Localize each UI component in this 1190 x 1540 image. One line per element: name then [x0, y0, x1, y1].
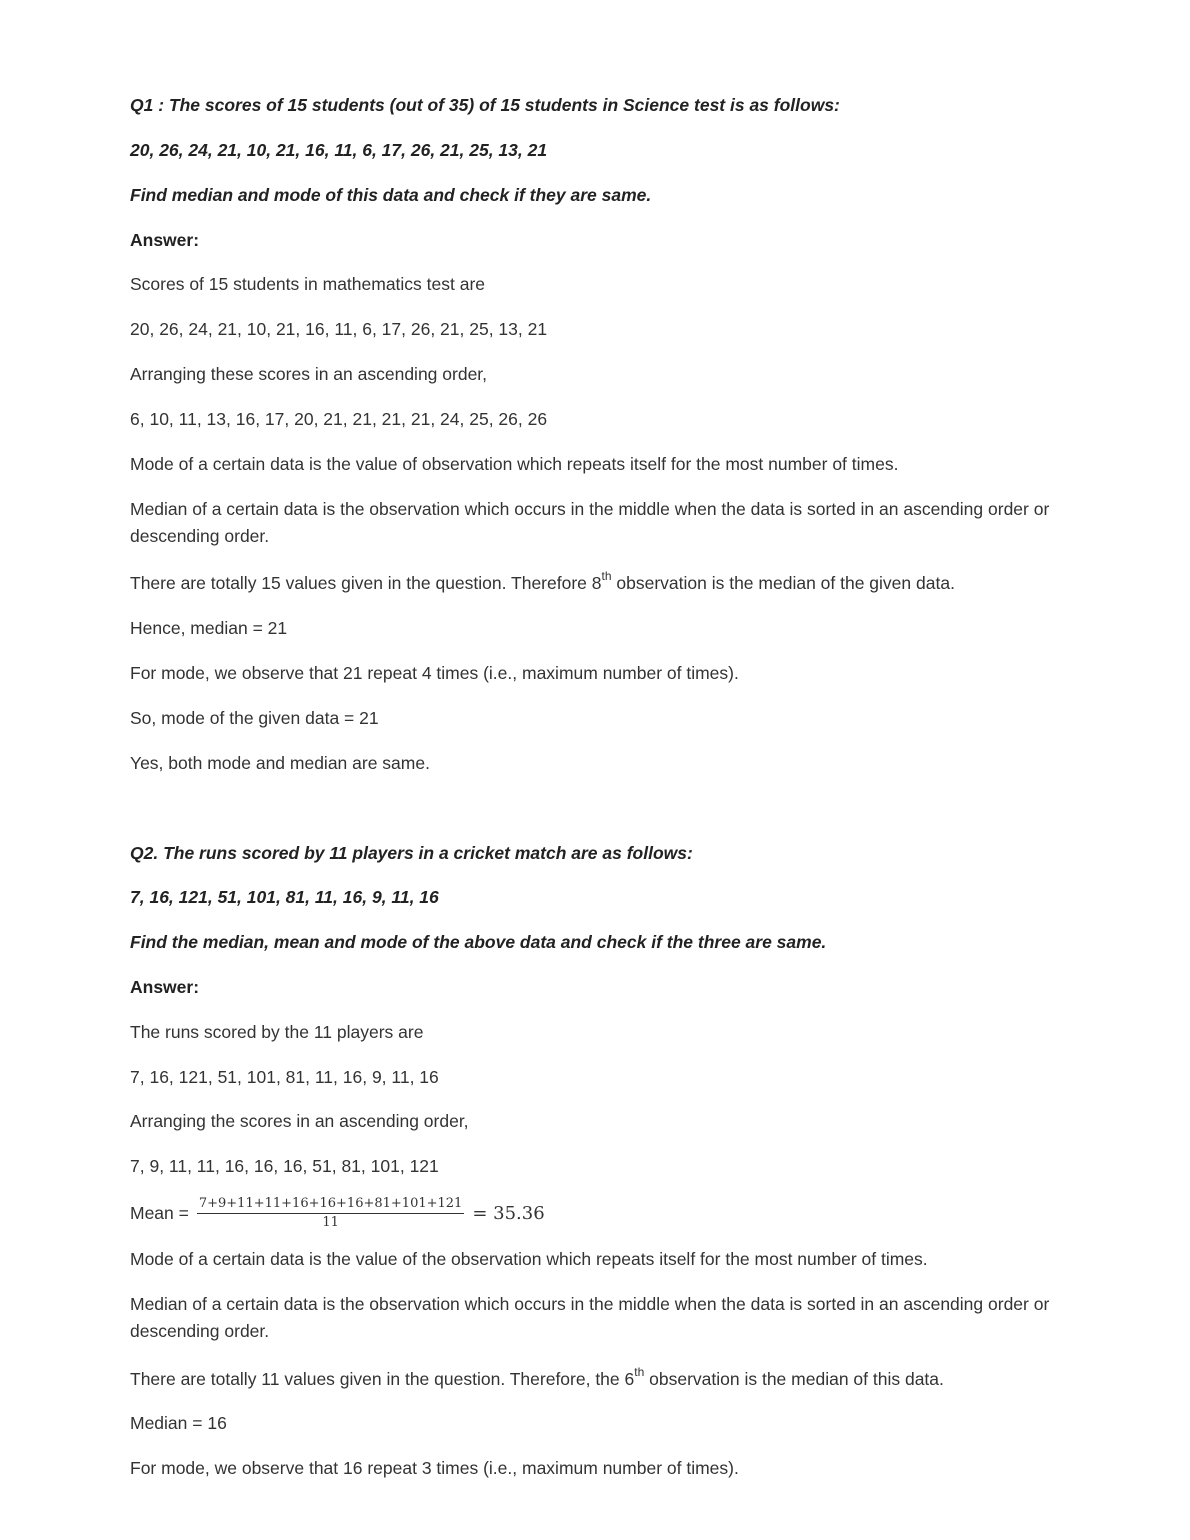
- q1-mode-definition: Mode of a certain data is the value of observation which repeats itself for the most number of times.: [130, 454, 899, 474]
- q2-task: Find the median, mean and mode of the above data and check if the three are same.: [130, 932, 827, 952]
- q1-mode-result: So, mode of the given data = 21: [130, 708, 379, 728]
- mean-denominator: 11: [322, 1215, 339, 1230]
- q1-mode-observation: For mode, we observe that 21 repeat 4 times (i.e., maximum number of times).: [130, 663, 739, 683]
- q2-arrange-text: Arranging the scores in an ascending order,: [130, 1111, 469, 1131]
- q1-data: 20, 26, 24, 21, 10, 21, 16, 11, 6, 17, 26, 21, 25, 13, 21: [130, 140, 548, 160]
- q2-runs-intro: The runs scored by the 11 players are: [130, 1022, 424, 1042]
- q1-answer-label: Answer:: [130, 230, 200, 250]
- mean-numerator: 7+9+11+11+16+16+16+81+101+121: [197, 1196, 464, 1214]
- q1-scores: 20, 26, 24, 21, 10, 21, 16, 11, 6, 17, 26, 21, 25, 13, 21: [130, 319, 548, 339]
- q1-sorted-scores: 6, 10, 11, 13, 16, 17, 20, 21, 21, 21, 21, 24, 25, 26, 26: [130, 409, 548, 429]
- mean-result: = 35.36: [472, 1202, 545, 1224]
- q1-question: Q1 : The scores of 15 students (out of 35) of 15 students in Science test is as follows:: [130, 95, 840, 115]
- q2-median-definition: Median of a certain data is the observation which occurs in the middle when the data is sorted in an ascending order or descending order.: [130, 1294, 1050, 1341]
- q2-answer-label: Answer:: [130, 977, 200, 997]
- mean-fraction: [197, 1196, 464, 1230]
- q1-median-result: Hence, median = 21: [130, 618, 288, 638]
- q1-task: Find median and mode of this data and check if they are same.: [130, 185, 652, 205]
- q1-conclusion: Yes, both mode and median are same.: [130, 753, 430, 773]
- q1-total-values: There are totally 15 values given in the question. Therefore 8th observation is the median of the given data.: [130, 569, 955, 593]
- q2-question: Q2. The runs scored by 11 players in a cricket match are as follows:: [130, 843, 693, 863]
- q2-mean-formula: [130, 1196, 545, 1230]
- q1-median-definition: Median of a certain data is the observation which occurs in the middle when the data is sorted in an ascending order or descending order.: [130, 499, 1050, 546]
- q2-mode-observation: For mode, we observe that 16 repeat 3 times (i.e., maximum number of times).: [130, 1458, 739, 1478]
- q2-sorted-runs: 7, 9, 11, 11, 16, 16, 16, 51, 81, 101, 121: [130, 1156, 439, 1176]
- q1-scores-intro: Scores of 15 students in mathematics test are: [130, 274, 486, 294]
- q1-arrange-text: Arranging these scores in an ascending order,: [130, 364, 488, 384]
- q2-runs: 7, 16, 121, 51, 101, 81, 11, 16, 9, 11, 16: [130, 1067, 439, 1087]
- q2-total-values: There are totally 11 values given in the question. Therefore, the 6th observation is the median of this data.: [130, 1365, 944, 1389]
- q2-mode-definition: Mode of a certain data is the value of the observation which repeats itself for the most number of times.: [130, 1249, 928, 1269]
- q2-data: 7, 16, 121, 51, 101, 81, 11, 16, 9, 11, 16: [130, 887, 439, 907]
- mean-label: Mean =: [130, 1202, 189, 1223]
- q2-median-result: Median = 16: [130, 1413, 227, 1433]
